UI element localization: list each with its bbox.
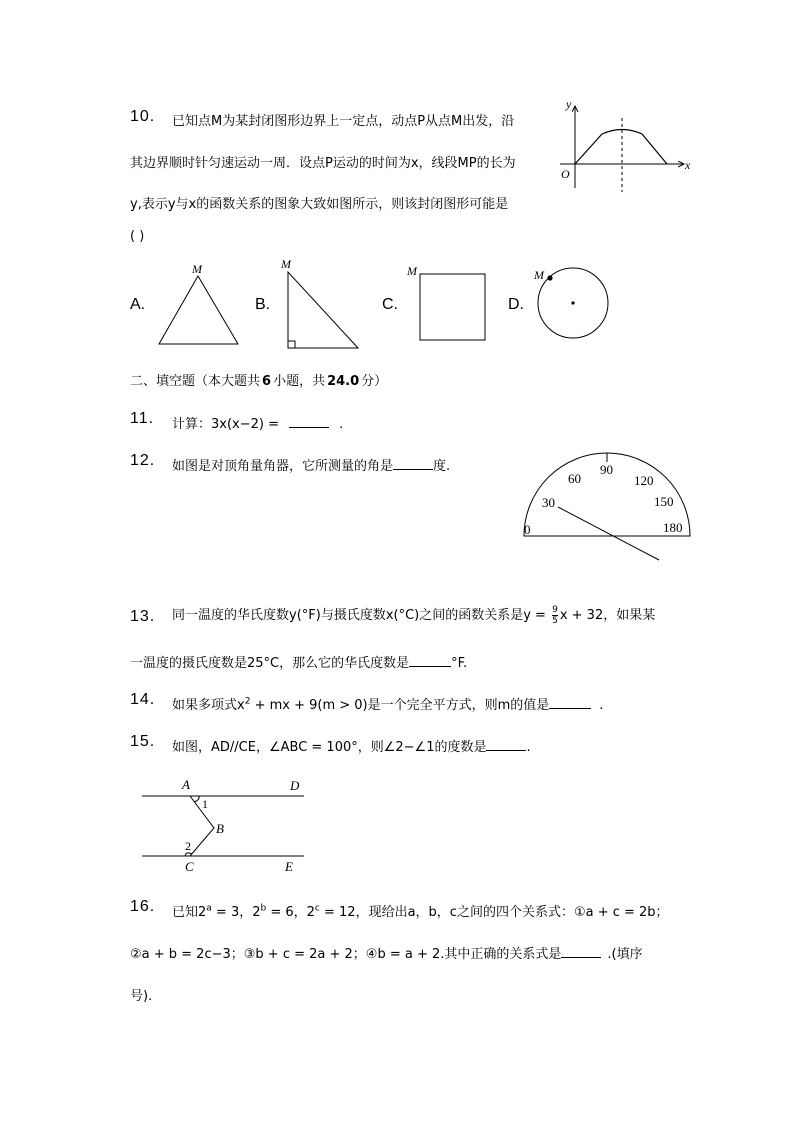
q13-line1 [172, 604, 655, 626]
square-shape [420, 274, 485, 340]
mark-0: 0 [524, 522, 531, 537]
protractor-diagram [518, 450, 698, 565]
q16-text-e: ②a + b = 2c−3；③b + c = 2a + 2；④b = a + 2.其中正确的关系式是 [130, 947, 562, 962]
q10-answer-paren: ( ) [130, 229, 145, 244]
label-c: C [185, 859, 194, 874]
q11-answer-blank[interactable] [289, 415, 329, 428]
q16-number: 16. [130, 898, 156, 915]
q14-text-a: 如果多项式x [172, 698, 245, 713]
q12-number: 12. [130, 452, 156, 469]
label-angle-1: 1 [202, 797, 208, 811]
section-mid: 小题，共 [273, 374, 326, 389]
q12-answer-blank[interactable] [393, 457, 433, 470]
q16-text-c: = 6，2 [266, 905, 315, 920]
origin-label: O [561, 167, 570, 181]
q11-number: 11. [130, 410, 155, 427]
mark-90: 90 [600, 462, 613, 477]
mark-60: 60 [568, 471, 581, 486]
section-prefix: 二、填空题（本大题共 [130, 374, 261, 389]
q15-number: 15. [130, 733, 156, 750]
section-suffix: 分） [361, 374, 388, 389]
right-angle-mark [288, 341, 295, 348]
q16-sup-b: b [260, 903, 267, 914]
q16-line1 [172, 901, 669, 920]
option-d-label: D. [508, 296, 524, 313]
equilateral-triangle-shape [159, 276, 238, 344]
option-a-triangle [152, 258, 247, 350]
q15-period: . [526, 740, 531, 755]
mark-180: 180 [663, 520, 683, 535]
right-triangle-shape [288, 272, 358, 348]
q15-answer-blank[interactable] [486, 738, 526, 751]
q14-text-b: + mx + 9(m > 0)是一个完全平方式，则m的值是 [250, 698, 550, 713]
angle-1-arc [194, 796, 199, 802]
q13-text-a: 同一温度的华氏度数y(°F)与摄氏度数x(°C)之间的函数关系是y = [172, 608, 551, 623]
point-m-label: M [407, 264, 417, 278]
x-axis-label: x [685, 158, 691, 172]
q16-sup-a: a [206, 903, 212, 914]
q15-question: 如图，AD//CE，∠ABC = 100°，则∠2−∠1的度数是 [172, 740, 487, 755]
q16-text-a: 已知2 [172, 905, 207, 920]
q12-unit: 度. [433, 459, 451, 474]
option-b-label: B. [255, 296, 271, 313]
function-curve [575, 130, 667, 165]
q11-period: . [339, 417, 344, 432]
point-m-dot [547, 275, 552, 280]
fraction-numerator: 9 [552, 605, 558, 615]
label-angle-2: 2 [185, 839, 191, 853]
label-d: D [290, 778, 300, 793]
q16-line3: 号). [130, 989, 153, 1004]
q13-number: 13. [130, 608, 156, 625]
point-m-label: M [534, 268, 544, 282]
q16-text-b: = 3，2 [211, 905, 261, 920]
q16-sup-c: c [314, 903, 320, 914]
q14-text [172, 694, 603, 713]
option-d-circle [530, 264, 614, 344]
q16-answer-blank[interactable] [561, 945, 601, 958]
q11-expression: 计算：3x(x−2) = [172, 417, 284, 432]
option-c-label: C. [382, 296, 398, 313]
total-score: 24.0 [327, 374, 360, 389]
q12-question: 如图是对顶角量角器，它所测量的角是 [172, 459, 394, 474]
q14-number: 14. [130, 691, 156, 708]
q16-line2 [130, 943, 643, 962]
q13-unit: °F. [451, 656, 468, 671]
label-e: E [285, 859, 293, 874]
q10-number: 10. [130, 108, 156, 125]
y-axis-label: y [566, 98, 572, 111]
mark-30: 30 [542, 495, 555, 510]
q16-text-f: .(填序 [607, 947, 643, 962]
q13-fraction [552, 605, 558, 626]
q10-function-graph [552, 98, 697, 193]
section-heading [130, 370, 387, 389]
q13-text-b: x + 32，如果某 [559, 608, 656, 623]
circle-center-dot [571, 301, 574, 304]
q11-text [172, 413, 343, 432]
mark-120: 120 [634, 473, 654, 488]
point-m-label: M [192, 262, 202, 276]
question-count: 6 [262, 374, 272, 389]
fraction-denominator: 5 [552, 616, 558, 626]
option-c-square [404, 262, 489, 344]
q14-answer-blank[interactable] [549, 696, 591, 709]
q13-answer-blank[interactable] [409, 654, 451, 667]
measured-line [558, 507, 659, 560]
parallel-lines-diagram [136, 772, 316, 877]
point-m-label: M [281, 257, 291, 271]
q10-line1: 已知点M为某封闭图形边界上一定点，动点P从点M出发，沿 [172, 114, 515, 129]
q16-text-d: = 12，现给出a，b，c之间的四个关系式：①a + c = 2b； [319, 905, 669, 920]
label-b: B [216, 821, 224, 836]
q10-line2: 其边界顺时针匀速运动一周．设点P运动的时间为x，线段MP的长为 [130, 156, 516, 171]
q13-line2 [130, 652, 467, 671]
q12-text [172, 455, 450, 474]
option-b-triangle [278, 254, 363, 350]
mark-150: 150 [654, 494, 674, 509]
q14-exponent: 2 [244, 696, 251, 707]
option-a-label: A. [130, 296, 146, 313]
q13-text-c: 一温度的摄氏度数是25°C，那么它的华氏度数是 [130, 656, 410, 671]
q10-line3: y,表示y与x的函数关系的图象大致如图所示，则该封闭图形可能是 [130, 197, 509, 212]
label-a: A [182, 777, 190, 792]
q15-text [172, 736, 531, 755]
q14-period: . [599, 698, 604, 713]
